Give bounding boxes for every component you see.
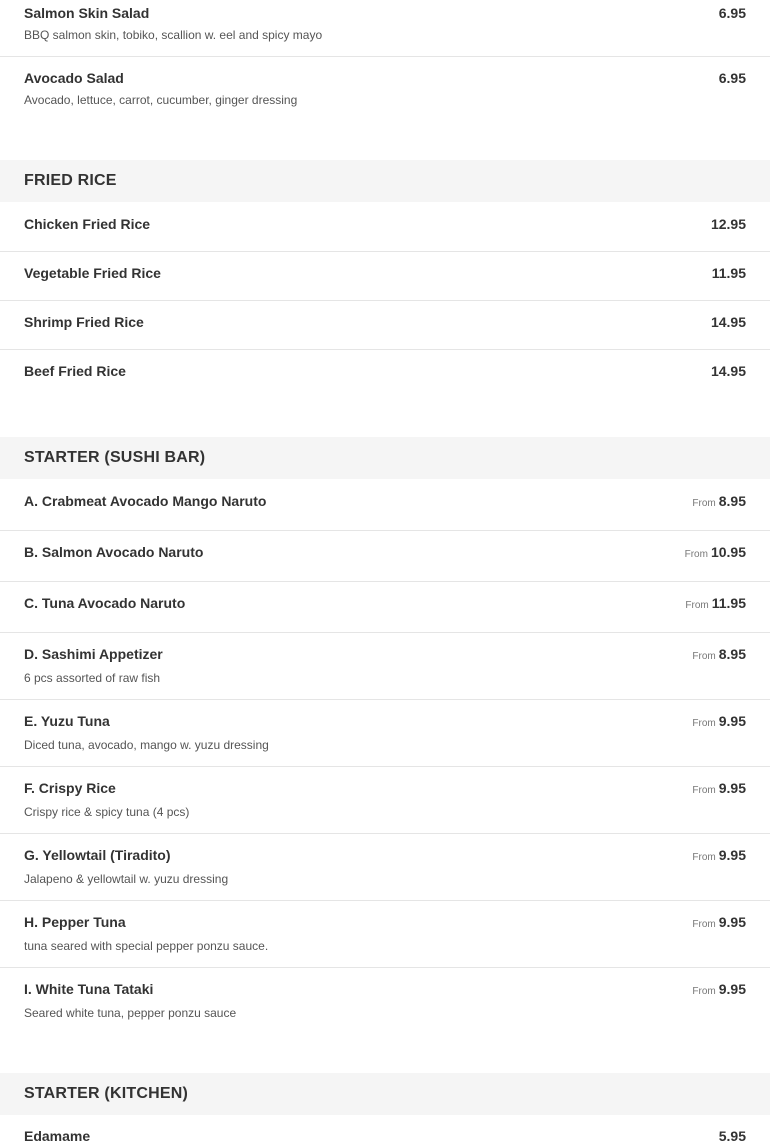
menu-item[interactable] [0,767,770,834]
item-name: Salmon Skin Salad [24,5,150,21]
item-name: E. Yuzu Tuna [24,713,110,729]
item-name: H. Pepper Tuna [24,914,126,930]
menu-item[interactable] [0,582,770,633]
price-value: 9.95 [718,780,746,796]
price-from-label: From [692,651,716,662]
item-description: 6 pcs assorted of raw fish [24,671,161,685]
price-from-label: From [692,919,716,930]
item-price: 14.95 [710,314,746,330]
price-from-label: From [692,498,716,509]
item-name: D. Sashimi Appetizer [24,646,163,662]
item-description: tuna seared with special pepper ponzu sauce. [24,939,269,953]
menu-item[interactable] [0,57,770,160]
item-price [692,493,746,512]
price-value: 8.95 [718,646,746,662]
item-description: Diced tuna, avocado, mango w. yuzu dressing [24,738,269,752]
menu-item[interactable] [0,633,770,700]
item-name: A. Crabmeat Avocado Mango Naruto [24,493,267,509]
price-value: 9.95 [718,847,746,863]
price-value: 9.95 [718,914,746,930]
item-price: 12.95 [710,216,746,232]
menu-item[interactable] [0,252,770,301]
item-price [692,780,746,799]
menu-item[interactable] [0,0,770,57]
item-price: 14.95 [710,363,746,379]
item-name: F. Crispy Rice [24,780,116,796]
menu-item[interactable] [0,479,770,531]
section-header-fried-rice [0,160,770,202]
item-name: C. Tuna Avocado Naruto [24,595,186,611]
item-name: Vegetable Fried Rice [24,265,161,281]
menu-item[interactable] [0,1115,770,1144]
price-from-label: From [685,600,709,611]
item-description: Avocado, lettuce, carrot, cucumber, ginger dressing [24,93,298,107]
price-value: 9.95 [718,713,746,729]
item-description: Crispy rice & spicy tuna (4 pcs) [24,805,190,819]
price-from-label: From [684,549,708,560]
price-value: 10.95 [710,544,746,560]
section-title: STARTER (KITCHEN) [24,1085,188,1102]
item-description: Jalapeno & yellowtail w. yuzu dressing [24,872,229,886]
price-value: 11.95 [711,595,746,611]
section-header-starter-kitchen [0,1073,770,1115]
item-price [692,646,746,665]
section-title: STARTER (SUSHI BAR) [24,449,206,466]
menu-item[interactable] [0,901,770,968]
item-price: 5.95 [718,1128,746,1144]
item-name: Beef Fried Rice [24,363,126,379]
item-price [692,914,746,933]
menu-item[interactable] [0,350,770,437]
section-title: FRIED RICE [24,172,117,189]
price-from-label: From [692,852,716,863]
menu-item[interactable] [0,968,770,1073]
item-name: Avocado Salad [24,70,124,86]
item-price: 6.95 [718,5,746,21]
item-name: Shrimp Fried Rice [24,314,144,330]
menu-item[interactable] [0,202,770,252]
item-name: Edamame [24,1128,91,1144]
menu-item[interactable] [0,834,770,901]
item-price: 6.95 [718,70,746,86]
item-name: Chicken Fried Rice [24,216,151,232]
price-value: 8.95 [718,493,746,509]
item-description: BBQ salmon skin, tobiko, scallion w. eel and spicy mayo [24,28,323,42]
price-from-label: From [692,986,716,997]
item-price [685,544,746,563]
menu-item[interactable] [0,531,770,582]
menu-item[interactable] [0,700,770,767]
item-price: 11.95 [711,265,746,281]
menu-item[interactable] [0,301,770,350]
price-from-label: From [692,718,716,729]
item-price [692,847,746,866]
item-name: B. Salmon Avocado Naruto [24,544,204,560]
item-price [692,981,746,1000]
price-from-label: From [692,785,716,796]
item-name: G. Yellowtail (Tiradito) [24,847,171,863]
item-description: Seared white tuna, pepper ponzu sauce [24,1006,237,1020]
item-price [685,595,746,614]
item-price [692,713,746,732]
section-header-starter-sushi-bar [0,437,770,479]
item-name: I. White Tuna Tataki [24,981,154,997]
price-value: 9.95 [718,981,746,997]
